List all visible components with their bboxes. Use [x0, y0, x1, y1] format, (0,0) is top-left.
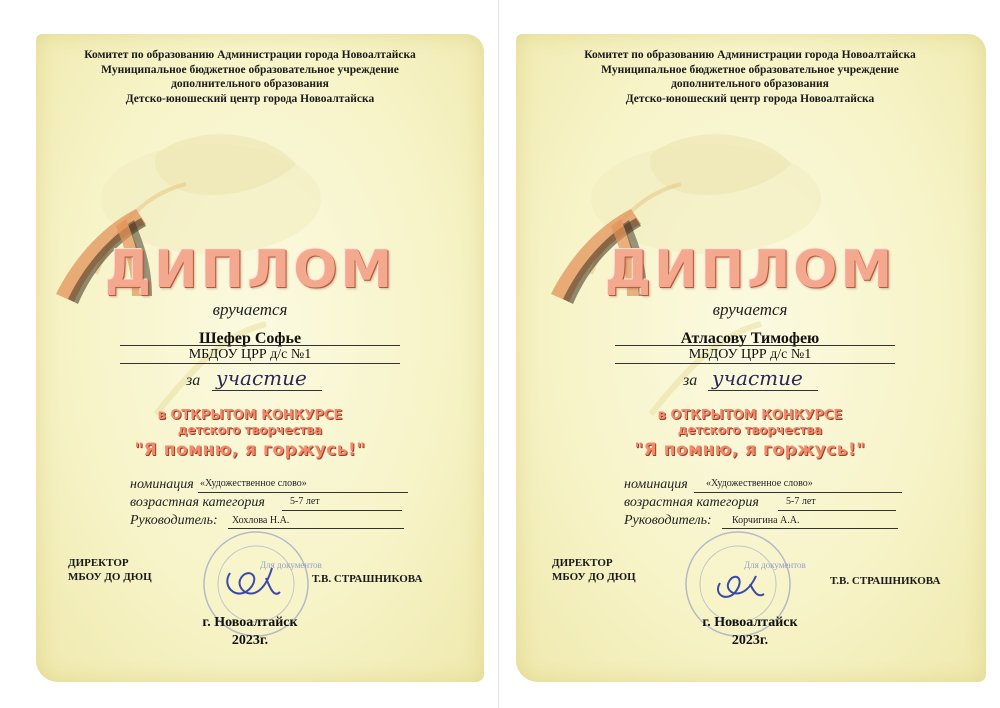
header-line: Комитет по образованию Администрации города Новоалтайска [584, 49, 916, 61]
competition-line: "Я помню, я горжусь!" [634, 440, 866, 460]
director-title [68, 556, 152, 584]
awarded-label: вручается [212, 300, 288, 319]
competition-line: в ОТКРЫТОМ КОНКУРСЕ [157, 408, 343, 423]
director-line: МБОУ ДО ДЮЦ [68, 571, 152, 583]
age-value: 5-7 лет [290, 496, 320, 507]
nomination-label: номинация [624, 477, 688, 492]
competition-line: детского творчества [677, 423, 823, 437]
director-name: Т.В. СТРАШНИКОВА [830, 575, 941, 587]
age-underline [778, 510, 896, 511]
recipient-name: Атласову Тимофею [680, 330, 820, 347]
recipient-name: Шефер Софье [198, 330, 302, 347]
nomination-underline [694, 492, 902, 493]
header-text [500, 48, 1000, 106]
participation-underline [212, 390, 322, 391]
competition-line: детского творчества [177, 423, 323, 437]
header-line: дополнительного образования [171, 78, 329, 90]
age-value: 5-7 лет [786, 496, 816, 507]
stamp-text: Для документов [260, 560, 322, 570]
header-text [0, 48, 500, 106]
competition-title [0, 408, 500, 462]
director-line: ДИРЕКТОР [68, 557, 129, 569]
participation-underline [708, 390, 818, 391]
director-line: ДИРЕКТОР [552, 557, 613, 569]
recipient-underline [615, 345, 895, 346]
director-signature [718, 576, 764, 597]
header-line: Муниципальное бюджетное образовательное учреждение [101, 63, 399, 76]
header-line: Детско-юношеский центр города Новоалтайска [125, 92, 375, 105]
director-name: Т.В. СТРАШНИКОВА [312, 573, 423, 585]
nomination-underline [198, 492, 408, 493]
header-line: Муниципальное бюджетное образовательное учреждение [601, 63, 899, 76]
age-label: возрастная категория [624, 495, 759, 510]
age-underline [282, 510, 402, 511]
handwritten-participation: участие [712, 366, 803, 390]
awarded-label: вручается [712, 300, 788, 319]
age-label: возрастная категория [130, 495, 265, 510]
city-year [0, 614, 500, 650]
nomination-value: «Художественное слово» [706, 478, 813, 489]
za-label: за [186, 372, 201, 389]
competition-line: в ОТКРЫТОМ КОНКУРСЕ [657, 408, 843, 423]
header-line: дополнительного образования [671, 78, 829, 90]
competition-line: "Я помню, я горжусь!" [134, 440, 366, 460]
city: г. Новоалтайск [202, 615, 298, 630]
diploma-title: ДИПЛОМ [104, 240, 396, 300]
director-title [552, 556, 636, 584]
za-label: за [683, 372, 698, 389]
organization-underline [615, 363, 895, 364]
director-signature [227, 568, 280, 594]
header-line: Комитет по образованию Администрации города Новоалтайска [84, 49, 416, 61]
diploma-right [500, 0, 1000, 708]
leader-value: Корчигина А.А. [732, 515, 800, 526]
header-line: Детско-юношеский центр города Новоалтайска [625, 92, 875, 105]
organization: МБДОУ ЦРР д/с №1 [688, 347, 812, 362]
organization: МБДОУ ЦРР д/с №1 [188, 347, 312, 362]
year: 2023г. [231, 633, 269, 648]
leader-label: Руководитель: [624, 513, 712, 528]
leader-value: Хохлова Н.А. [232, 515, 290, 526]
recipient-underline [120, 345, 400, 346]
competition-title [500, 408, 1000, 462]
organization-underline [120, 363, 400, 364]
handwritten-participation: участие [216, 366, 307, 390]
year: 2023г. [731, 633, 769, 648]
diploma-title: ДИПЛОМ [604, 240, 896, 300]
leader-label: Руководитель: [130, 513, 218, 528]
nomination-label: номинация [130, 477, 194, 492]
city-year [500, 614, 1000, 650]
stamp-text: Для документов [744, 560, 806, 570]
director-line: МБОУ ДО ДЮЦ [552, 571, 636, 583]
nomination-value: «Художественное слово» [200, 478, 307, 489]
city: г. Новоалтайск [702, 615, 798, 630]
